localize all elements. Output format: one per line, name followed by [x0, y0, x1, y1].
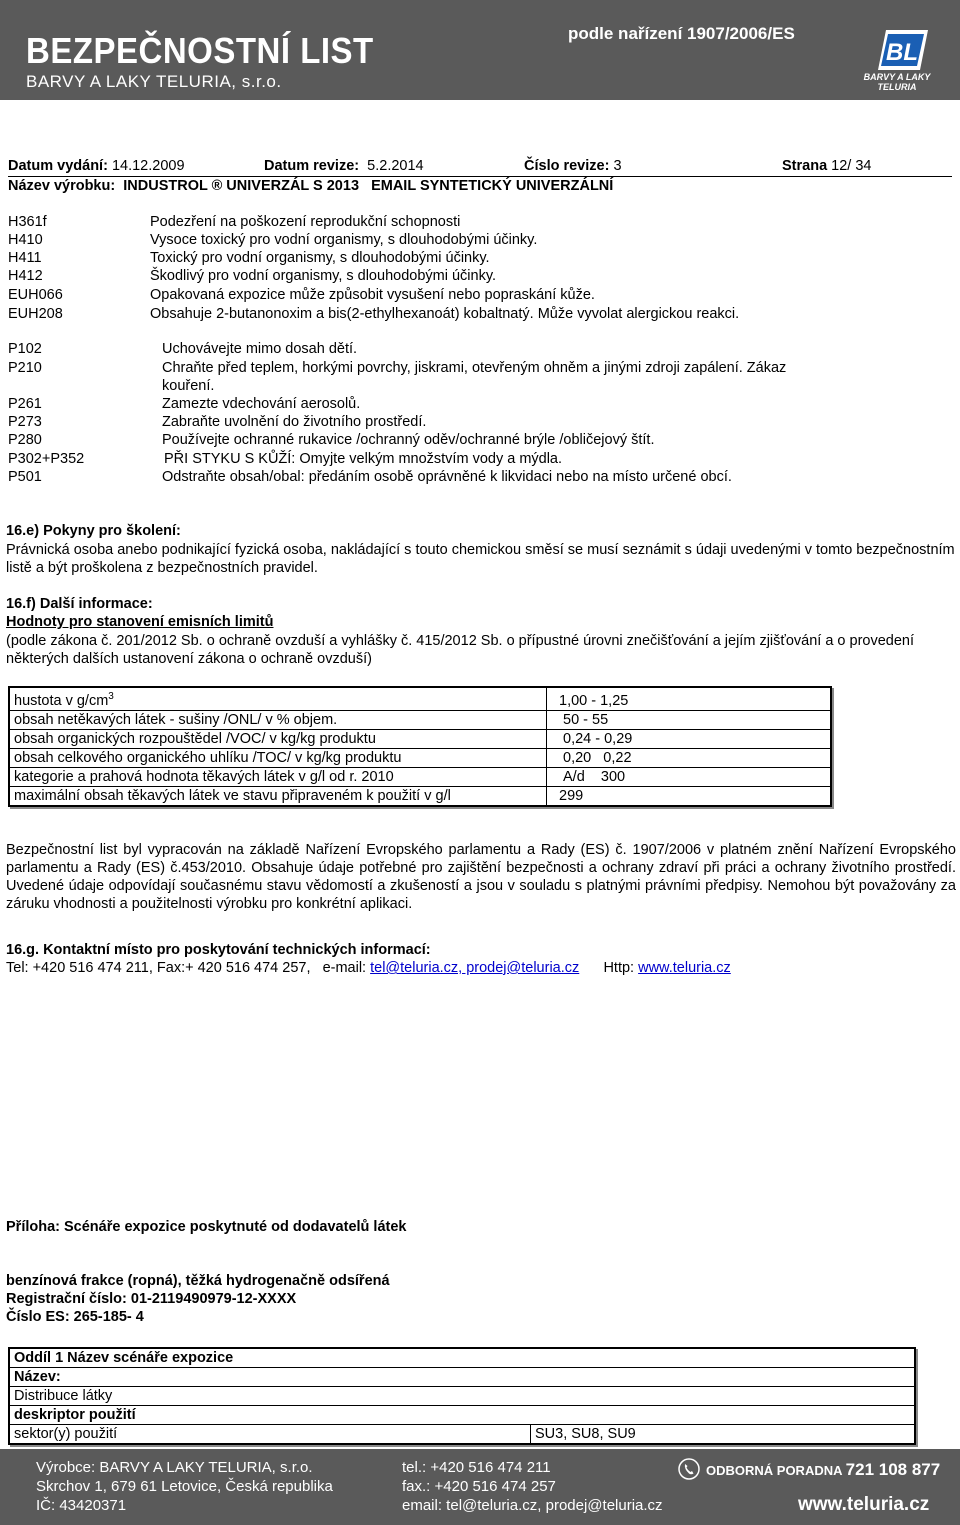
contact-line: Tel: +420 516 474 211, Fax:+ 420 516 474 257, e-mail: tel@teluria.cz, prodej@teluria.cz Http: www.teluria.cz: [6, 960, 731, 976]
document-dates: Datum vydání: 14.12.2009: [8, 158, 185, 174]
p-code: P210: [8, 360, 42, 376]
table-row: [9, 729, 831, 748]
p-text: PŘI STYKU S KŮŽÍ: Omyjte velkým množstvím vody a mýdla.: [164, 451, 563, 467]
p-code: P102: [8, 341, 42, 357]
footer-fax: fax.: +420 516 474 257: [402, 1478, 556, 1495]
footer-hotline-label: ODBORNÁ PORADNA 721 108 877: [706, 1460, 941, 1479]
scenario-table: [8, 1347, 916, 1445]
emission-table: [8, 686, 832, 807]
p-code: P501: [8, 469, 42, 485]
regulation-label: podle nařízení 1907/2006/ES: [568, 24, 795, 43]
logo-letters: BL: [886, 39, 918, 66]
h-text: Podezření na poškození reprodukční schopnosti: [150, 214, 461, 230]
table-cell: 299: [547, 786, 832, 806]
emission-heading: Hodnoty pro stanovení emisních limitů: [6, 614, 274, 630]
further-heading: 16.f) Další informace:: [6, 596, 153, 612]
h-text: Opakovaná expozice může způsobit vysušení nebo popraskání kůže.: [150, 287, 595, 303]
table-cell: hustota v $g/cm^3$: [9, 687, 547, 710]
h-text: Vysoce toxický pro vodní organismy, s dlouhodobými účinky.: [150, 232, 538, 248]
footer-web: www.teluria.cz: [798, 1494, 930, 1515]
table-cell: 50 - 55: [547, 710, 832, 729]
revision-date: Datum revize: 5.2.2014: [264, 158, 424, 174]
table-cell: maximální obsah těkavých látek ve stavu připraveném k použití v g/l: [9, 786, 547, 806]
table-row: [9, 1348, 915, 1368]
h-text: Škodlivý pro vodní organismy, s dlouhodobými účinky.: [150, 268, 497, 284]
table-cell: 0,20 0,22: [547, 748, 832, 767]
p-text: Zabraňte uvolnění do životního prostředí.: [162, 414, 427, 430]
p-text: Chraňte před teplem, horkými povrchy, jiskrami, otevřeným ohněm a jinými zdroji zapálení. Zákaz: [162, 360, 787, 376]
website-link[interactable]: www.teluria.cz: [638, 960, 731, 976]
training-heading: 16.e) Pokyny pro školení:: [6, 523, 181, 539]
page-footer: [0, 1449, 960, 1525]
h-code: EUH208: [8, 306, 63, 322]
h-code: H411: [8, 250, 42, 266]
table-cell: Distribuce látky: [9, 1387, 915, 1406]
page-number: Strana 12/ 34: [782, 158, 872, 174]
h-code: H361f: [8, 214, 47, 230]
email-link[interactable]: tel@teluria.cz, prodej@teluria.cz: [370, 960, 580, 976]
p-code: P280: [8, 432, 42, 448]
p-code: P261: [8, 396, 42, 412]
table-cell: Oddíl 1 Název scénáře expozice: [9, 1348, 915, 1368]
h-code: H410: [8, 232, 43, 248]
es-number: Číslo ES: 265-185- 4: [6, 1309, 144, 1325]
p-text: Zamezte vdechování aerosolů.: [162, 396, 361, 412]
footer-ico: IČ: 43420371: [36, 1497, 127, 1514]
table-cell: A/d 300: [547, 767, 832, 786]
table-row: [9, 1368, 915, 1387]
h-text: Obsahuje 2-butanonoxim a bis(2-ethylhexanoát) kobaltnatý. Může vyvolat alergickou reakci.: [150, 306, 740, 322]
p-code: P273: [8, 414, 42, 430]
table-cell: Název:: [9, 1368, 915, 1387]
footer-maker: Výrobce: BARVY A LAKY TELURIA, s.r.o.: [36, 1459, 313, 1476]
table-row: [9, 748, 831, 767]
table-row: [9, 767, 831, 786]
registration-number: Registrační číslo: 01-2119490979-12-XXXX: [6, 1291, 297, 1307]
p-text: Uchovávejte mimo dosah dětí.: [162, 341, 358, 357]
table-cell: 0,24 - 0,29: [547, 729, 832, 748]
table-row: [9, 1387, 915, 1406]
training-text: Právnická osoba anebo podnikající fyzická osoba, nakládající s touto chemickou směsí se musí seznámit s údaji uvedenými v tomto bezpečnostním listě a být proškolena z bezpečnostních pravidel.: [6, 542, 955, 576]
footer-tel: tel.: +420 516 474 211: [402, 1459, 551, 1476]
table-cell: obsah netěkavých látek - sušiny /ONL/ v % objem.: [9, 710, 547, 729]
h-text: Toxický pro vodní organismy, s dlouhodobými účinky.: [150, 250, 490, 266]
table-cell: kategorie a prahová hodnota těkavých látek v g/l od r. 2010: [9, 767, 547, 786]
phone-icon: [678, 1458, 700, 1480]
p-text: Používejte ochranné rukavice /ochranný oděv/ochranné brýle /obličejový štít.: [162, 432, 655, 448]
table-cell: 1,00 - 1,25: [547, 687, 832, 710]
footer-address: Skrchov 1, 679 61 Letovice, Česká republika: [36, 1478, 333, 1495]
table-cell: obsah organických rozpouštědel /VOC/ v kg/kg produktu: [9, 729, 547, 748]
company-name: BARVY A LAKY TELURIA, s.r.o.: [26, 72, 282, 91]
substance-name: benzínová frakce (ropná), těžká hydrogenačně odsířená: [6, 1273, 390, 1289]
logo-brand-text: BARVY A LAKY TELURIA: [863, 72, 931, 92]
table-cell: obsah celkového organického uhlíku /TOC/ v kg/kg produktu: [9, 748, 547, 767]
info-divider: [8, 176, 952, 177]
revision-number: Číslo revize: 3: [524, 158, 622, 174]
table-row: [9, 1406, 915, 1425]
regulation-paragraph: Bezpečnostní list byl vypracován na základě Nařízení Evropského parlamentu a Rady (ES) č. 1907/2006 v platném znění Nařízení Evropského parlamentu a Rady (ES) č.453/2010. Obsahuje údaje potřebné pro zajištění bezpečnosti a ochrany zdraví při práci a ochrany životního prostředí. Uvedené údaje odpovídají současnému stavu vědomostí a zkušeností a jsou v souladu s platnými právními předpisy. Nemohou být považovány za záruku vhodnosti a použitelnosti výrobku pro konkrétní aplikaci.: [6, 842, 956, 912]
appendix-title: Příloha: Scénáře expozice poskytnuté od dodavatelů látek: [6, 1219, 407, 1235]
document-title: BEZPEČNOSTNÍ LIST: [26, 30, 374, 71]
table-row: [9, 1425, 915, 1445]
h-code: EUH066: [8, 287, 63, 303]
emission-legal-text: (podle zákona č. 201/2012 Sb. o ochraně ovzduší a vyhlášky č. 415/2012 Sb. o přípustné úrovni znečišťování a jejím zjišťování a o provedení některých dalších ustanovení zákona o ochraně ovzduší): [6, 633, 915, 667]
table-cell: deskriptor použití: [9, 1406, 915, 1425]
table-row: [9, 710, 831, 729]
p-code: P302+P352: [8, 451, 85, 467]
table-row: [9, 687, 831, 710]
contact-heading: 16.g. Kontaktní místo pro poskytování technických informací:: [6, 942, 431, 958]
product-name: Název výrobku: INDUSTROL ® UNIVERZÁL S 2013 EMAIL SYNTETICKÝ UNIVERZÁLNÍ: [8, 178, 614, 194]
table-cell: sektor(y) použití: [9, 1425, 531, 1445]
h-code: H412: [8, 268, 43, 284]
table-row: [9, 786, 831, 806]
footer-email: email: tel@teluria.cz, prodej@teluria.cz: [402, 1497, 663, 1514]
table-cell: SU3, SU8, SU9: [531, 1425, 916, 1445]
p-text-cont: kouření.: [162, 378, 215, 394]
p-text: Odstraňte obsah/obal: předáním osobě oprávněné k likvidaci nebo na místo určené obcí.: [162, 469, 732, 485]
